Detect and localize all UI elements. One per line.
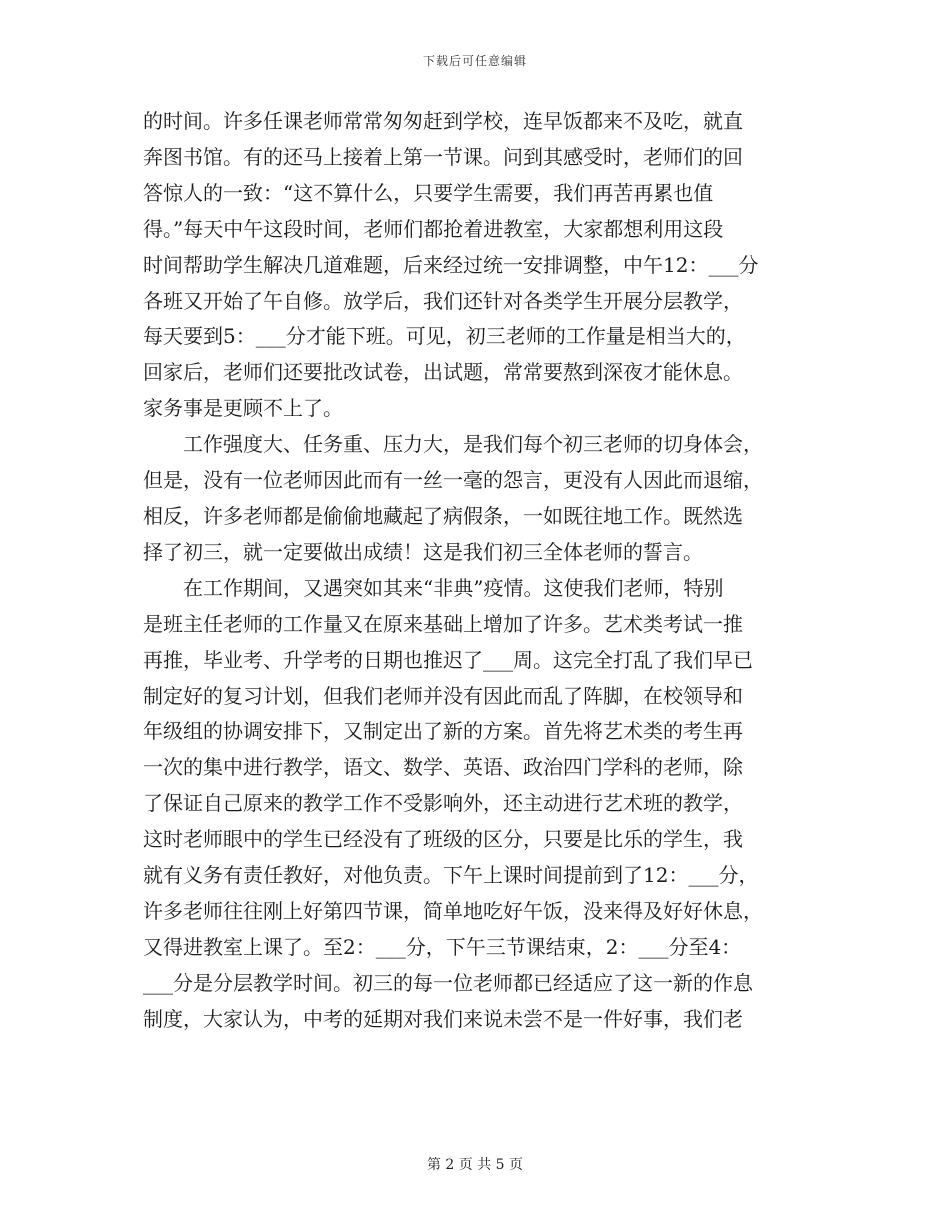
text-line: 答惊人的一致：“这不算什么，只要学生需要，我们再苦再累也值	[143, 180, 714, 205]
text-line: 每天要到5：___分才能下班。可见，初三老师的工作量是相当大的，	[143, 324, 746, 349]
text-line: 制度，大家认为，中考的延期对我们来说未尝不是一件好事，我们老	[143, 1006, 743, 1031]
text-line: 许多老师往往刚上好第四节课，简单地吃好午饭，没来得及好好休息，	[143, 898, 763, 923]
text-line: 这时老师眼中的学生已经没有了班级的区分，只要是比乐的学生，我	[143, 827, 743, 852]
text-line: 的时间。许多任课老师常常匆匆赶到学校，连早饭都来不及吃，就直	[143, 109, 743, 133]
document-body	[143, 104, 811, 1038]
text-line: 制定好的复习计划，但我们老师并没有因此而乱了阵脚，在校领导和	[143, 683, 743, 708]
text-line: 时间帮助学生解决几道难题，后来经过统一安排调整，中午12：___分	[143, 252, 759, 277]
page-header: 下载后可任意编辑	[422, 54, 527, 68]
paragraph	[143, 427, 811, 571]
text-line: 各班又开始了午自修。放学后，我们还针对各类学生开展分层教学，	[143, 288, 743, 313]
text-line: 奔图书馆。有的还马上接着上第一节课。问到其感受时，老师们的回	[143, 144, 743, 169]
text-line: 择了初三，就一定要做出成绩！这是我们初三全体老师的誓言。	[143, 539, 703, 564]
text-line: 得。”每天中午这段时间，老师们都抢着进教室，大家都想利用这段	[143, 216, 724, 241]
text-line: 但是，没有一位老师因此而有一丝一毫的怨言，更没有人因此而退缩，	[143, 468, 763, 493]
text-line: 了保证自己原来的教学工作不受影响外，还主动进行艺术班的教学，	[143, 791, 743, 816]
text-line: 回家后，老师们还要批改试卷，出试题，常常要熬到深夜才能休息。	[143, 360, 743, 385]
page-footer: 第 2 页 共 5 页	[426, 1157, 524, 1173]
text-line: 就有义务有责任教好，对他负责。下午上课时间提前到了12：___分，	[143, 863, 759, 888]
text-line: 是班主任老师的工作量又在原来基础上增加了许多。艺术类考试一推	[143, 611, 743, 636]
paragraph	[143, 571, 811, 1038]
text-line: 家务事是更顾不上了。	[143, 396, 343, 421]
text-line: 一次的集中进行教学，语文、数学、英语、政治四门学科的老师，除	[143, 755, 743, 780]
paragraph	[143, 104, 811, 427]
text-line: 再推，毕业考、升学考的日期也推迟了___周。这完全打乱了我们早已	[143, 647, 753, 672]
text-line: 工作强度大、任务重、压力大，是我们每个初三老师的切身体会，	[183, 432, 763, 457]
text-line: 相反，许多老师都是偷偷地藏起了病假条，一如既往地工作。既然选	[143, 503, 743, 528]
text-line: ___分是分层教学时间。初三的每一位老师都已经适应了这一新的作息	[143, 970, 753, 995]
text-line: 年级组的协调安排下，又制定出了新的方案。首先将艺术类的考生再	[143, 719, 743, 744]
text-line: 在工作期间，又遇突如其来“非典”疫情。这使我们老师，特别	[183, 575, 724, 600]
text-line: 又得进教室上课了。至2：___分，下午三节课结束，2：___分至4：	[143, 934, 742, 959]
